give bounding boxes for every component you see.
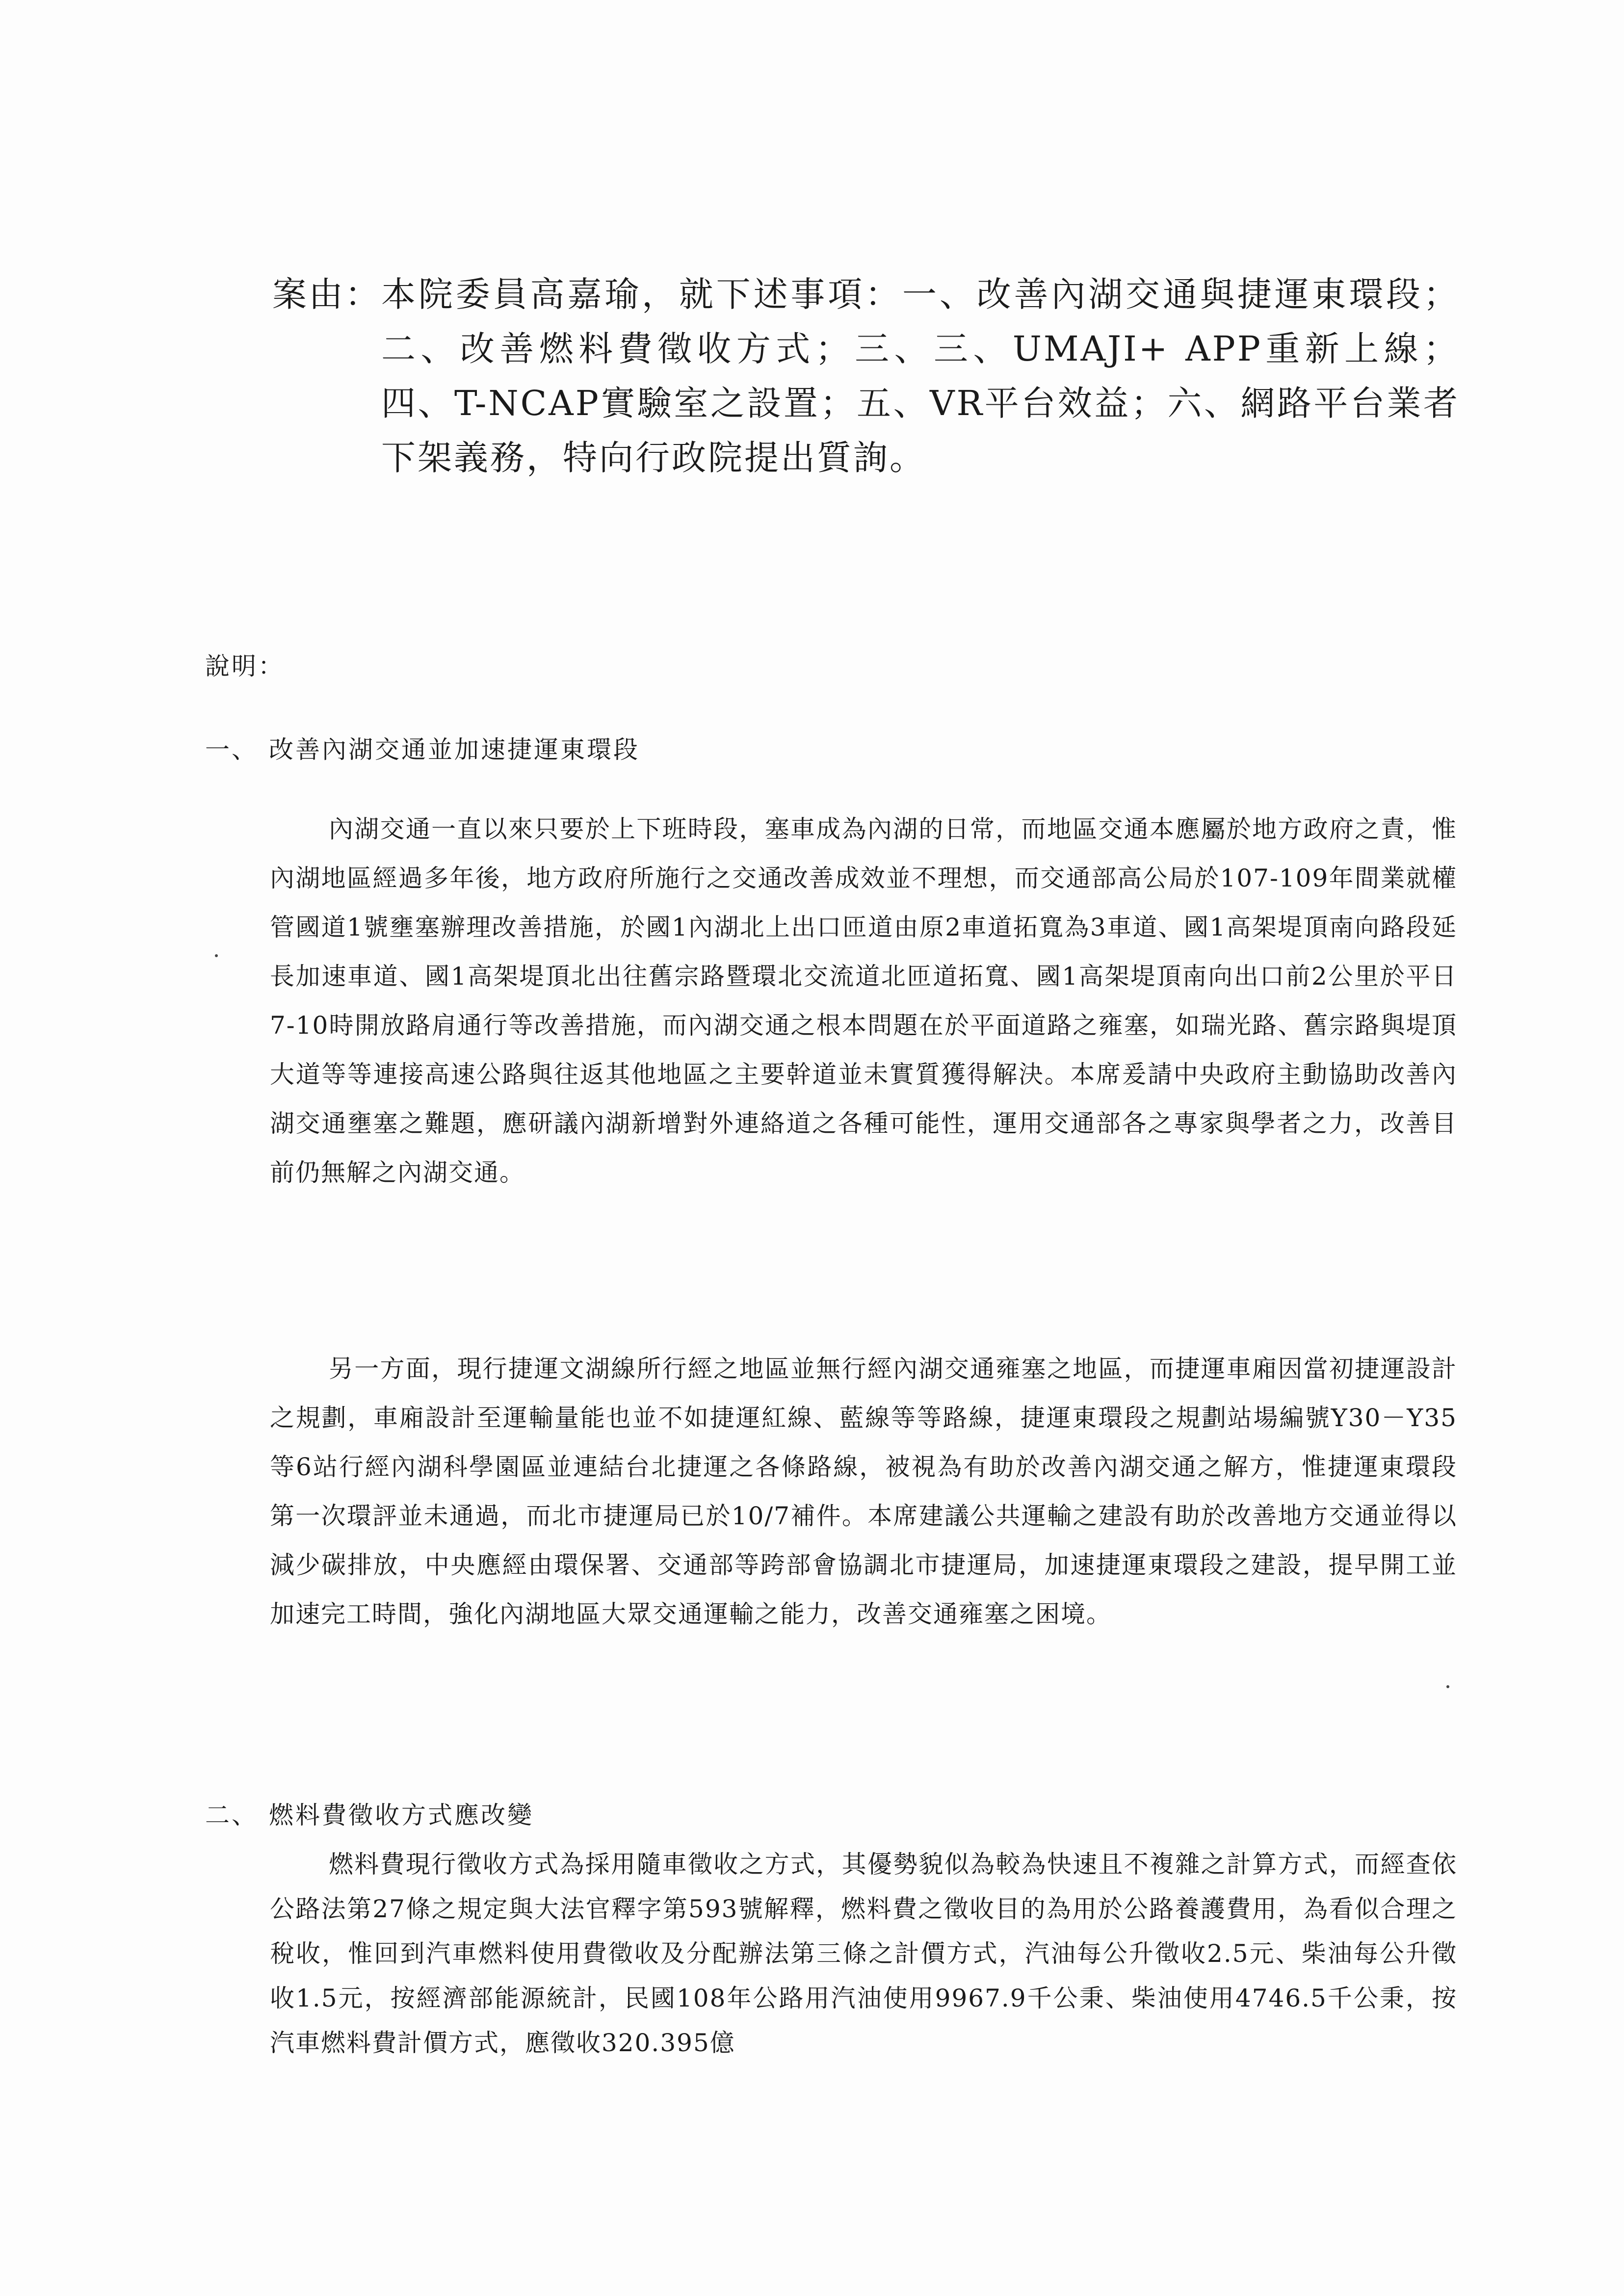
case-text: 本院委員高嘉瑜，就下述事項：一、改善內湖交通與捷運東環段；二、改善燃料費徵收方式；三、三、UMAJI+ APP重新上線；四、T-NCAP實驗室之設置；五、VR平台效益；六、網路平台業者下架義務，特向行政院提出質詢。 <box>381 274 1460 478</box>
section-heading <box>205 1796 534 1831</box>
paragraph: 另一方面，現行捷運文湖線所行經之地區並無行經內湖交通雍塞之地區，而捷運車廂因當初捷運設計之規劃，車廂設計至運輸量能也並不如捷運紅線、藍線等等路線，捷運東環段之規劃站場編號Y30－Y35等6站行經內湖科學園區並連結台北捷運之各條路線，被視為有助於改善內湖交通之解方，惟捷運東環段第一次環評並未通過，而北市捷運局已於10/7補件。本席建議公共運輸之建設有助於改善地方交通並得以減少碳排放，中央應經由環保署、交通部等跨部會協調北市捷運局，加速捷運東環段之建設，提早開工並加速完工時間，強化內湖地區大眾交通運輸之能力，改善交通雍塞之困境。 <box>270 1355 1457 1628</box>
case-block <box>272 267 1460 485</box>
description-label: 說明： <box>205 652 285 680</box>
scan-speck <box>1446 1685 1449 1688</box>
section-title: 改善內湖交通並加速捷運東環段 <box>269 735 640 764</box>
section-number: 一、 <box>205 735 258 764</box>
section-number: 二、 <box>205 1801 258 1829</box>
paragraph: 內湖交通一直以來只要於上下班時段，塞車成為內湖的日常，而地區交通本應屬於地方政府之責，惟內湖地區經過多年後，地方政府所施行之交通改善成效並不理想，而交通部高公局於107-109年間業就權管國道1號壅塞辦理改善措施，於國1內湖北上出口匝道由原2車道拓寬為3車道、國1高架堤頂南向路段延長加速車道、國1高架堤頂北出往舊宗路暨環北交流道北匝道拓寬、國1高架堤頂南向出口前2公里於平日7-10時開放路肩通行等改善措施，而內湖交通之根本問題在於平面道路之雍塞，如瑞光路、舊宗路與堤頂大道等等連接高速公路與往返其他地區之主要幹道並未實質獲得解決。本席爰請中央政府主動協助改善內湖交通壅塞之難題，應研議內湖新增對外連絡道之各種可能性，運用交通部各之專家與學者之力，改善目前仍無解之內湖交通。 <box>270 815 1457 1187</box>
scan-speck <box>215 954 218 957</box>
paragraph: 燃料費現行徵收方式為採用隨車徵收之方式，其優勢貌似為較為快速且不複雜之計算方式，而經查依公路法第27條之規定與大法官釋字第593號解釋，燃料費之徵收目的為用於公路養護費用，為看似合理之稅收，惟回到汽車燃料使用費徵收及分配辦法第三條之計價方式，汽油每公升徵收2.5元、柴油每公升徵收1.5元，按經濟部能源統計，民國108年公路用汽油使用9967.9千公秉、柴油使用4746.5千公秉，按汽車燃料費計價方式，應徵收320.395億 <box>270 1850 1457 2057</box>
section-heading <box>205 730 640 765</box>
case-label: 案由： <box>272 274 381 314</box>
section-title: 燃料費徵收方式應改變 <box>269 1801 534 1829</box>
